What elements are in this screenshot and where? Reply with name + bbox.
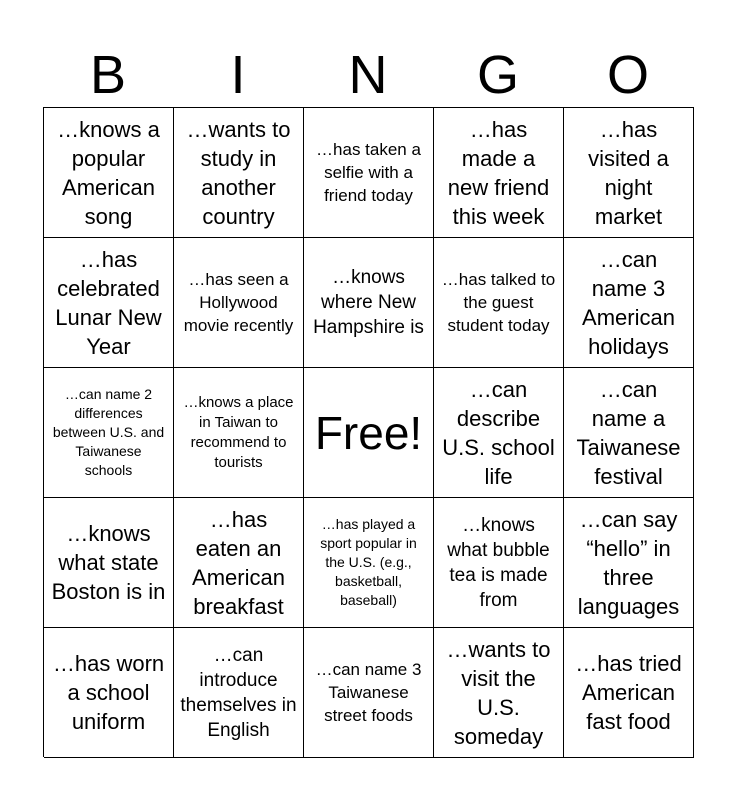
bingo-cell-r2c5[interactable] (564, 238, 694, 368)
bingo-grid (43, 107, 694, 757)
cell-text: …knows a popular American song (57, 116, 160, 229)
cell-text: …has eaten an American breakfast (192, 506, 285, 619)
cell-text: …can name a Taiwanese festival (576, 376, 681, 489)
bingo-cell-r2c3[interactable] (304, 238, 434, 368)
cell-text: …knows what state Boston is in (51, 521, 166, 604)
header-letter-o: O (606, 45, 649, 105)
cell-text: …wants to visit the U.S. someday (446, 636, 551, 749)
free-space-text: Free! (314, 406, 423, 459)
header-letter-n: N (348, 45, 388, 105)
bingo-cell-r2c2[interactable] (174, 238, 304, 368)
cell-text: …has talked to the guest student today (441, 270, 556, 335)
cell-text: …knows where New Hampshire is (313, 267, 424, 338)
cell-text: …has celebrated Lunar New Year (55, 246, 162, 359)
bingo-cell-r3c4[interactable] (434, 368, 564, 498)
cell-text: …knows a place in Taiwan to recommend to tourists (183, 393, 294, 471)
cell-text: …can introduce themselves in English (180, 644, 297, 741)
bingo-cell-r4c3[interactable] (304, 498, 434, 628)
bingo-cell-r1c4[interactable] (434, 108, 564, 238)
bingo-cell-r4c1[interactable] (44, 498, 174, 628)
bingo-cell-r3c5[interactable] (564, 368, 694, 498)
bingo-header (43, 44, 693, 106)
bingo-cell-r3c1[interactable] (44, 368, 174, 498)
cell-text: …can name 3 American holidays (582, 246, 675, 359)
bingo-cell-r3c2[interactable] (174, 368, 304, 498)
bingo-cell-r5c1[interactable] (44, 628, 174, 758)
cell-text: …wants to study in another country (186, 116, 291, 229)
bingo-cell-r2c1[interactable] (44, 238, 174, 368)
cell-text: …has worn a school uniform (52, 651, 165, 734)
cell-text: …has played a sport popular in the U.S. (e.g., basketball, baseball) (320, 516, 417, 608)
cell-text: …can name 2 differences between U.S. and Taiwanese schools (52, 386, 165, 478)
bingo-cell-r1c1[interactable] (44, 108, 174, 238)
cell-text: …has made a new friend this week (447, 116, 550, 229)
cell-text: …can say “hello” in three languages (577, 506, 680, 619)
bingo-cell-r5c2[interactable] (174, 628, 304, 758)
bingo-cell-r5c4[interactable] (434, 628, 564, 758)
bingo-cell-free[interactable] (304, 368, 434, 498)
bingo-cell-r4c2[interactable] (174, 498, 304, 628)
header-letter-i: I (230, 45, 246, 105)
cell-text: …has seen a Hollywood movie recently (183, 270, 294, 335)
cell-text: …has taken a selfie with a friend today (316, 140, 421, 205)
bingo-cell-r1c5[interactable] (564, 108, 694, 238)
bingo-cell-r4c5[interactable] (564, 498, 694, 628)
bingo-cell-r4c4[interactable] (434, 498, 564, 628)
cell-text: …has tried American fast food (575, 651, 682, 734)
cell-text: …knows what bubble tea is made from (447, 514, 550, 611)
cell-text: …can describe U.S. school life (442, 376, 555, 489)
header-letter-g: G (476, 45, 519, 105)
bingo-cell-r5c5[interactable] (564, 628, 694, 758)
cell-text: …has visited a night market (588, 116, 669, 229)
cell-text: …can name 3 Taiwanese street foods (315, 660, 422, 725)
bingo-cell-r2c4[interactable] (434, 238, 564, 368)
bingo-cell-r1c2[interactable] (174, 108, 304, 238)
bingo-cell-r1c3[interactable] (304, 108, 434, 238)
bingo-cell-r5c3[interactable] (304, 628, 434, 758)
header-letter-b: B (89, 45, 127, 105)
